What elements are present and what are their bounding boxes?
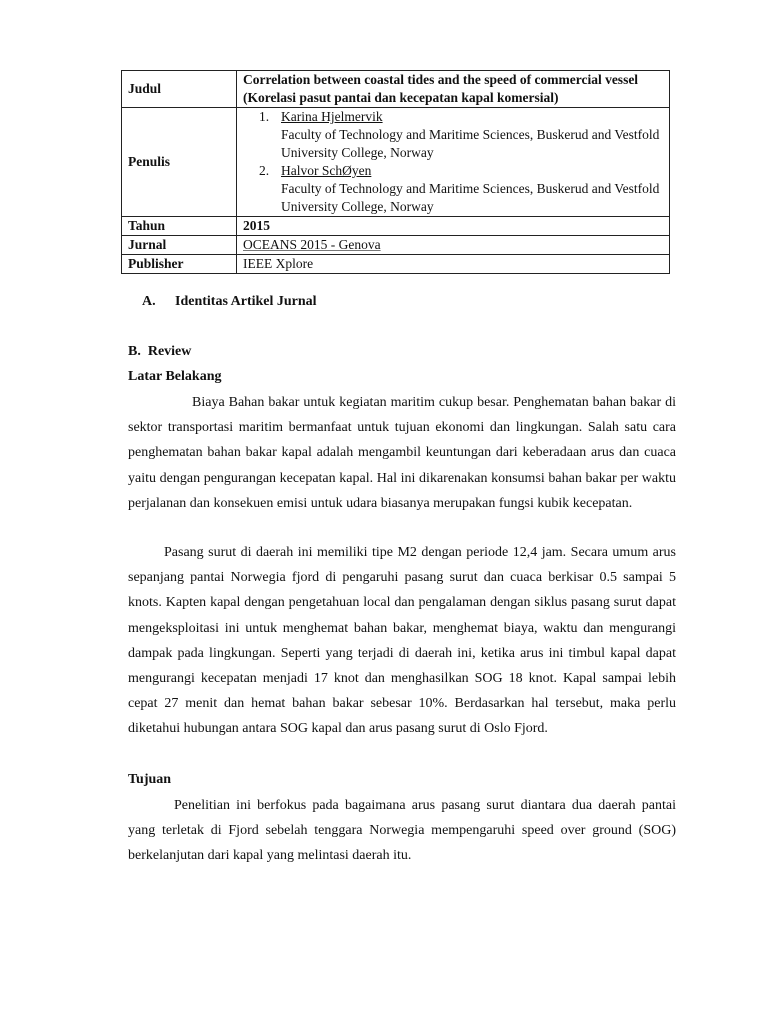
penulis-value	[237, 108, 670, 217]
section-a-title: Identitas Artikel Jurnal	[175, 294, 317, 309]
jurnal-value	[237, 236, 670, 255]
article-identity-table	[121, 70, 670, 274]
title-english: Correlation between coastal tides and the speed of commercial vessel	[243, 72, 639, 87]
jurnal-text: OCEANS 2015 - Genova	[243, 237, 381, 252]
author-item	[243, 108, 663, 162]
latar-paragraph-1: Biaya Bahan bakar untuk kegiatan maritim cukup besar. Penghematan bahan bakar di sektor transportasi maritim bermanfaat untuk tujuan ekonomi dan lingkungan. Salah satu cara penghematan bahan bakar kapal adalah mengambil keuntungan dari keberadaan arus dan cuaca yaitu dengan pengurangan kecepatan kapal. Hal ini dikarenakan konsumsi bahan bakar per waktu perjalanan dan konsekuen emisi untuk udara biasanya merupakan fungsi kubik kecepatan.	[128, 395, 676, 511]
author-number: 2.	[259, 163, 270, 178]
latar-paragraph-2: Pasang surut di daerah ini memiliki tipe M2 dengan periode 12,4 jam. Secara umum arus sepanjang pantai Norwegia fjord di pengaruhi pasang surut dan cuaca berkisar 0.5 sampai 5 knots. Kapten kapal dengan pengetahuan local dan pengalaman dengan siklus pasang surut dapat mengeksploitasi ini untuk menghemat bahan bakar, menghemat biaya, waktu dan mengurangi dampak pada lingkungan. Seperti yang terjadi di daerah ini, ketika arus ini timbul kapal dapat mengurangi kecepatan menjadi 17 knot dan menghasilkan SOG 18 knot. Kapal sampai lebih cepat 27 menit dan hemat bahan bakar sebesar 10%. Berdasarkan hal tersebut, maka perlu diketahui hubungan antara SOG kapal dan arus pasang surut di Oslo Fjord.	[128, 545, 676, 737]
section-a-letter: A.	[142, 294, 156, 309]
author-list	[243, 108, 663, 216]
author-number: 1.	[259, 109, 270, 124]
section-b-heading: B. Review	[128, 344, 192, 359]
author-affiliation: Faculty of Technology and Maritime Sciences, Buskerud and Vestfold University College, Norway	[281, 181, 660, 214]
table-row	[122, 71, 670, 108]
tahun-value: 2015	[237, 217, 670, 236]
publisher-value: IEEE Xplore	[237, 255, 670, 274]
tujuan-heading: Tujuan	[128, 772, 172, 787]
table-row	[122, 255, 670, 274]
table-row	[122, 217, 670, 236]
author-name: Karina Hjelmervik	[281, 109, 383, 124]
tujuan-paragraph: Penelitian ini berfokus pada bagaimana arus pasang surut diantara dua daerah pantai yang terletak di Fjord sebelah tenggara Norwegia mempengaruhi speed over ground (SOG) berkelanjutan dari kapal yang melintasi daerah itu.	[128, 798, 676, 864]
table-row	[122, 108, 670, 217]
publisher-label: Publisher	[122, 255, 237, 274]
penulis-label: Penulis	[122, 108, 237, 217]
latar-belakang-heading: Latar Belakang	[128, 369, 222, 384]
tahun-label: Tahun	[122, 217, 237, 236]
judul-label: Judul	[122, 71, 237, 108]
table-row	[122, 236, 670, 255]
judul-value	[237, 71, 670, 108]
title-indonesian: (Korelasi pasut pantai dan kecepatan kapal komersial)	[243, 90, 559, 105]
author-affiliation: Faculty of Technology and Maritime Sciences, Buskerud and Vestfold University College, Norway	[281, 127, 660, 160]
author-item	[243, 162, 663, 216]
author-name: Halvor SchØyen	[281, 163, 372, 178]
jurnal-label: Jurnal	[122, 236, 237, 255]
section-a-heading	[142, 294, 317, 310]
